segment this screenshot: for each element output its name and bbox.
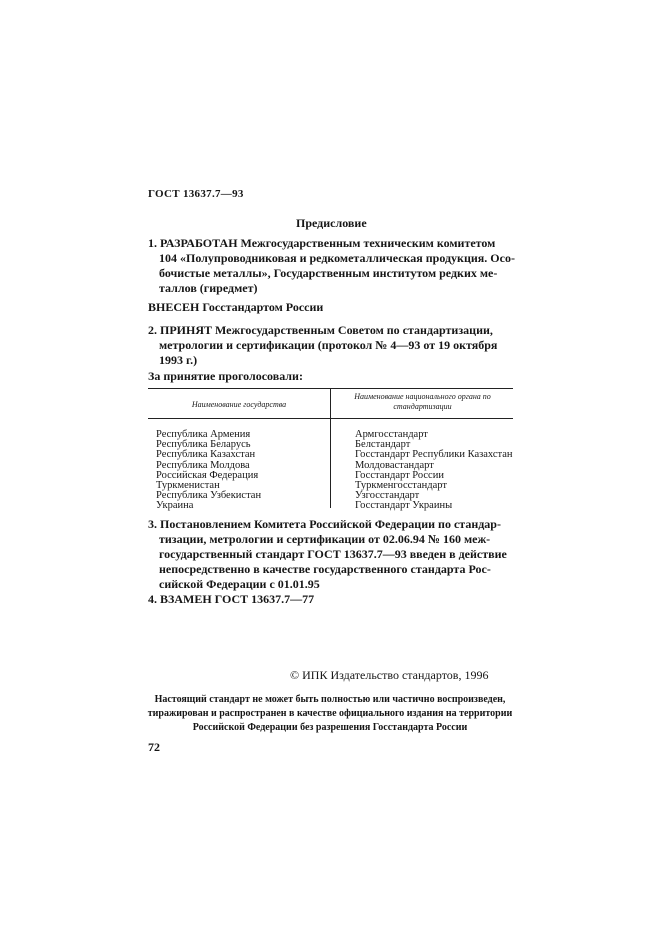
text-line: 1993 г.)	[159, 353, 198, 367]
bodies-column	[355, 430, 513, 512]
table-cell-body: Молдовастандарт	[355, 459, 434, 471]
table-cell-body: Армгосстандарт	[355, 429, 428, 440]
table-cell-state: Российская Федерация	[156, 469, 259, 481]
table-cell-state: Республика Молдова	[156, 459, 250, 471]
notice-line: Настоящий стандарт не может быть полностью или частично воспроизведен,	[154, 694, 506, 705]
table-cell-state: Республика Узбекистан	[156, 490, 262, 502]
text-line: непосредственно в качестве государственного стандарта Рос-	[159, 562, 491, 576]
table-cell-body: Узгосстандарт	[355, 490, 420, 502]
voting-table	[148, 388, 513, 512]
table-cell-state: Туркменистан	[156, 480, 220, 492]
reproduction-notice	[144, 693, 516, 735]
text-line: 3. Постановлением Комитета Российской Федерации по стандар-	[148, 517, 501, 531]
table-column-divider	[330, 388, 331, 508]
text-line: 4. ВЗАМЕН ГОСТ 13637.7—77	[148, 592, 315, 606]
table-cell-state: Республика Армения	[156, 429, 251, 440]
table-cell-body: Госстандарт Украины	[355, 500, 453, 512]
table-cell-state: Украина	[156, 500, 194, 512]
page-number: 72	[148, 740, 160, 754]
notice-line: Российской Федерации без разрешения Госстандарта России	[192, 722, 468, 733]
table-cell-body: Госстандарт Республики Казахстан	[355, 449, 513, 461]
table-cell-body: Госстандарт России	[355, 469, 444, 481]
text-line: сийской Федерации с 01.01.95	[159, 577, 320, 591]
notice-line: тиражирован и распространен в качестве официального издания на территории	[147, 708, 513, 719]
text-line: тизации, метрологии и сертификации от 02.06.94 № 160 меж-	[159, 532, 491, 546]
column-header-state: Наименование государства	[191, 400, 287, 409]
text-line: бочистые металлы», Государственным институтом редких ме-	[159, 266, 498, 280]
text-line: ВНЕСЕН Госстандартом России	[148, 300, 324, 314]
copyright-notice: © ИПК Издательство стандартов, 1996	[290, 668, 489, 682]
column-header-body: Наименование национального органа по стандартизации	[354, 392, 491, 411]
item-resolution	[148, 517, 507, 592]
text-line: метрологии и сертификации (протокол № 4—93 от 19 октября	[159, 338, 498, 352]
states-column	[156, 430, 261, 512]
table-cell-body: Белстандарт	[355, 439, 411, 451]
table-cell-body: Туркменгосстандарт	[355, 480, 447, 492]
item-introduced	[148, 300, 323, 315]
text-line: 1. РАЗРАБОТАН Межгосударственным техническим комитетом	[148, 236, 496, 250]
text-line: 2. ПРИНЯТ Межгосударственным Советом по стандартизации,	[148, 323, 493, 337]
item-replaces	[148, 592, 314, 607]
table-cell-state: Республика Казахстан	[156, 449, 256, 461]
item-adopted	[148, 323, 497, 368]
vote-heading: За принятие проголосовали:	[148, 369, 303, 383]
text-line: 104 «Полупроводниковая и редкометаллическая продукция. Осо-	[159, 251, 515, 265]
text-line: государственный стандарт ГОСТ 13637.7—93 введен в действие	[159, 547, 507, 561]
page-title: Предисловие	[296, 216, 367, 230]
item-developed	[148, 236, 515, 296]
table-cell-state: Республика Беларусь	[156, 439, 251, 451]
document-code: ГОСТ 13637.7—93	[148, 188, 244, 200]
text-line: таллов (гиредмет)	[159, 281, 258, 295]
